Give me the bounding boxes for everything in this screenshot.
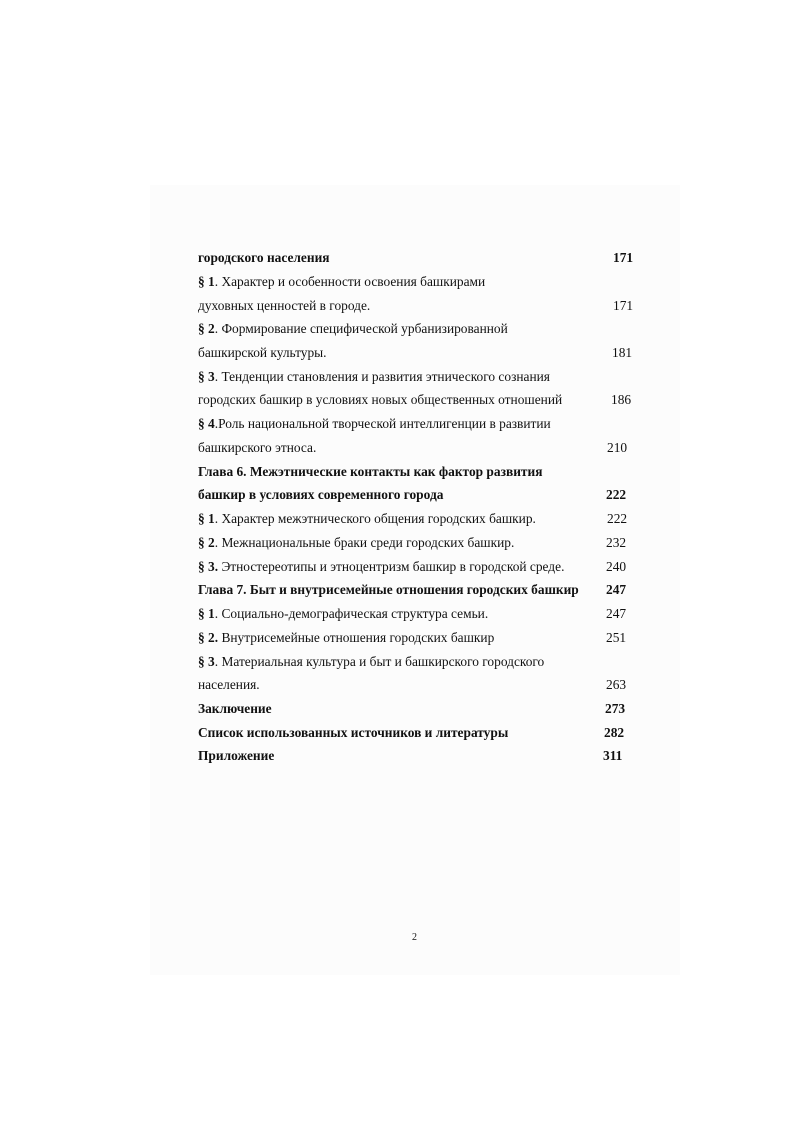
toc-page-number: 240	[606, 559, 627, 574]
toc-entry-section-2	[198, 535, 514, 551]
toc-entry-section-1	[198, 274, 485, 290]
toc-entry-text: населения.	[198, 677, 260, 692]
toc-entry-text: .Роль национальной творческой интеллигенции в развитии	[214, 416, 551, 431]
toc-entry-continuation	[198, 677, 260, 693]
toc-entry-section-3	[198, 654, 544, 670]
section-marker: § 2	[198, 321, 215, 336]
section-marker: § 3.	[198, 559, 219, 574]
toc-page-number: 171	[613, 298, 634, 313]
toc-entry-text: Глава 7. Быт и внутрисемейные отношения городских башкир	[198, 582, 579, 597]
toc-entry-section-1	[198, 511, 536, 527]
toc-entry-text: . Тенденции становления и развития этнического сознания	[214, 369, 550, 384]
toc-entry-text: Список использованных источников и литературы	[198, 725, 509, 740]
section-marker: § 2.	[198, 630, 219, 645]
toc-entry-urban-population	[198, 250, 330, 266]
toc-entry-text: . Социально-демографическая структура семьи.	[214, 606, 489, 621]
toc-page-number: 171	[613, 250, 634, 265]
toc-entry-text: городского населения	[198, 250, 330, 265]
toc-entry-continuation	[198, 392, 562, 408]
section-marker: § 4	[198, 416, 215, 431]
toc-page-number: 251	[606, 630, 627, 645]
toc-entry-text: городских башкир в условиях новых общественных отношений	[198, 392, 563, 407]
section-marker: § 3	[198, 369, 215, 384]
section-marker: § 3	[198, 654, 215, 669]
toc-chapter-6-title	[198, 464, 542, 480]
toc-chapter-7-title	[198, 582, 579, 598]
toc-page-number: 247	[606, 582, 627, 597]
toc-page-number: 210	[607, 440, 628, 455]
toc-entry-section-3	[198, 559, 564, 575]
section-marker: § 1	[198, 511, 215, 526]
section-marker: § 1	[198, 606, 215, 621]
toc-entry-appendix	[198, 748, 274, 764]
toc-entry-text: башкирской культуры.	[198, 345, 327, 360]
toc-page-number: 263	[606, 677, 627, 692]
toc-entry-section-3	[198, 369, 550, 385]
toc-entry-section-4	[198, 416, 551, 432]
toc-entry-section-2	[198, 630, 494, 646]
toc-entry-text: Глава 6. Межэтнические контакты как фактор развития	[198, 464, 543, 479]
toc-page-number: 273	[605, 701, 626, 716]
toc-page-number: 186	[611, 392, 632, 407]
toc-entry-text: . Формирование специфической урбанизированной	[214, 321, 508, 336]
toc-entry-text: . Материальная культура и быт и башкирского городского	[214, 654, 545, 669]
toc-entry-continuation	[198, 440, 316, 456]
toc-entry-text: . Межнациональные браки среди городских башкир.	[214, 535, 515, 550]
toc-page-number: 222	[607, 511, 628, 526]
section-marker: § 1	[198, 274, 215, 289]
section-marker: § 2	[198, 535, 215, 550]
toc-page-number: 311	[603, 748, 623, 763]
toc-entry-text: духовных ценностей в городе.	[198, 298, 371, 313]
toc-entry-text: Приложение	[198, 748, 275, 763]
toc-entry-continuation	[198, 298, 370, 314]
toc-entry-continuation	[198, 345, 327, 361]
toc-entry-text: Заключение	[198, 701, 272, 716]
page-number: 2	[412, 932, 417, 943]
toc-entry-conclusion	[198, 701, 272, 717]
toc-entry-bibliography	[198, 725, 508, 741]
toc-entry-section-2	[198, 321, 508, 337]
toc-entry-text: Внутрисемейные отношения городских башкир	[218, 630, 495, 645]
toc-page-number: 247	[606, 606, 627, 621]
toc-page-number: 222	[606, 487, 627, 502]
toc-page-number: 282	[604, 725, 625, 740]
toc-entry-text: башкир в условиях современного города	[198, 487, 444, 502]
toc-entry-section-1	[198, 606, 488, 622]
toc-entry-text: Этностереотипы и этноцентризм башкир в городской среде.	[218, 559, 565, 574]
toc-page-number: 232	[606, 535, 627, 550]
toc-chapter-6-continuation	[198, 487, 443, 503]
toc-entry-text: . Характер и особенности освоения башкирами	[214, 274, 486, 289]
toc-entry-text: башкирского этноса.	[198, 440, 317, 455]
toc-page-number: 181	[612, 345, 633, 360]
toc-entry-text: . Характер межэтнического общения городских башкир.	[214, 511, 536, 526]
